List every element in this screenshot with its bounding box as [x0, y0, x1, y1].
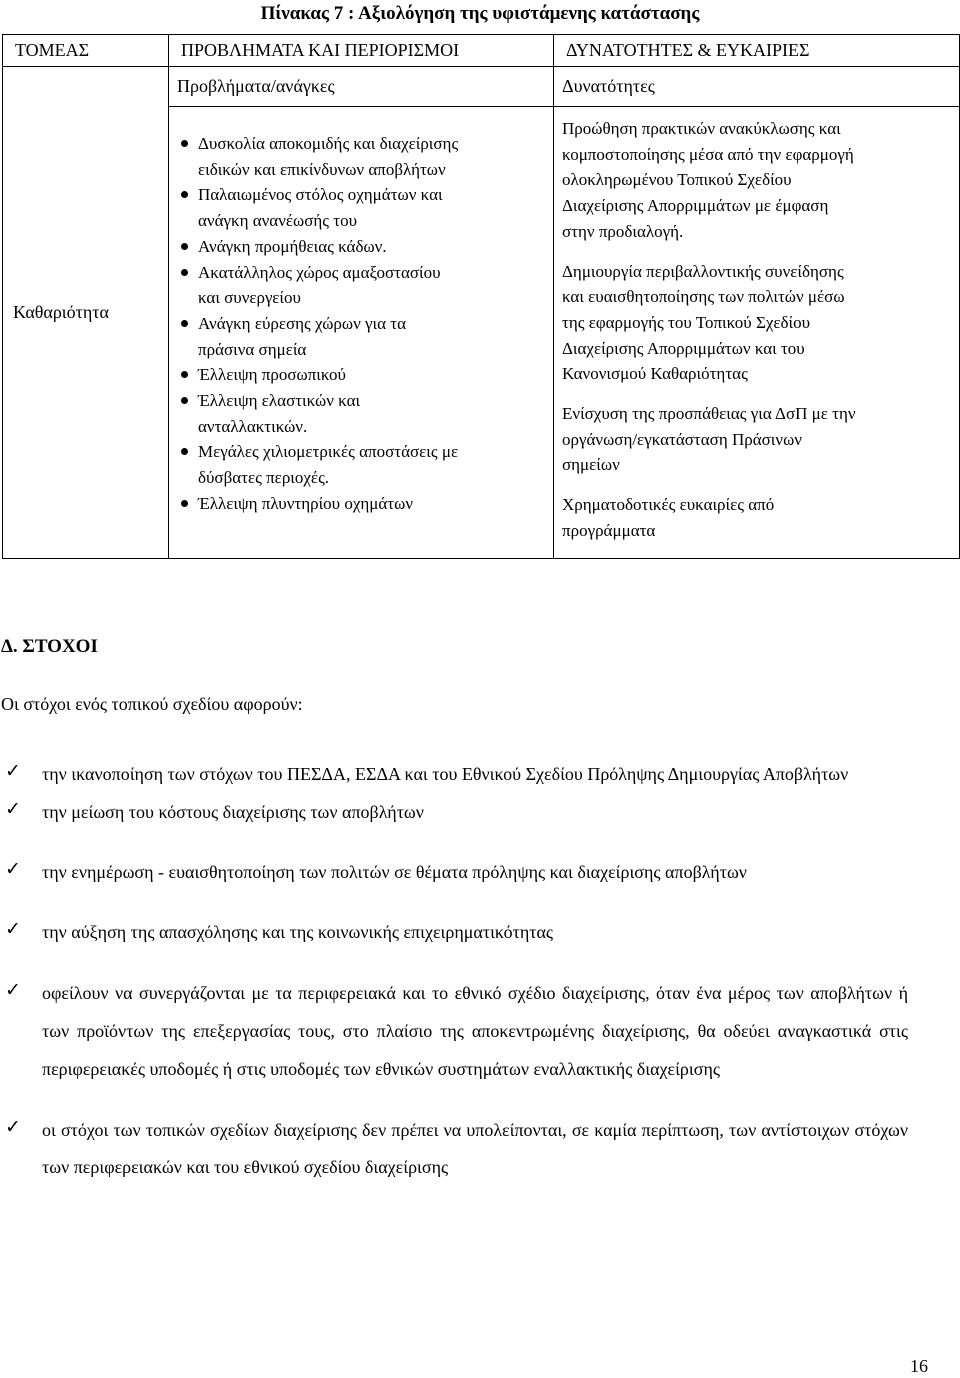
header-problems: ΠΡΟΒΛΗΜΑΤΑ ΚΑΙ ΠΕΡΙΟΡΙΣΜΟΙ: [169, 35, 554, 67]
opportunity-line: Κανονισμού Καθαριότητας: [562, 364, 748, 384]
checkmark-icon: ✓: [5, 857, 21, 880]
problem-line: Ακατάλληλος χώρος αμαξοστασίου: [198, 262, 441, 282]
problem-line: ανάγκη ανανέωσής του: [198, 211, 358, 231]
problem-line: Έλλειψη προσωπικού: [198, 365, 346, 385]
bullet-icon: [181, 269, 188, 276]
problem-line: Παλαιωμένος στόλος οχημάτων και: [198, 185, 443, 205]
opportunities-cell: [554, 107, 960, 559]
problem-item: [179, 362, 545, 388]
opportunity-line: Δημιουργία περιβαλλοντικής συνείδησης: [562, 261, 844, 281]
sector-cell: Καθαριότητα: [3, 67, 169, 559]
opportunity-item: [562, 492, 953, 543]
problem-line: Μεγάλες χιλιομετρικές αποστάσεις με: [198, 442, 459, 462]
opportunity-line: Προώθηση πρακτικών ανακύκλωσης και: [562, 119, 841, 138]
bullet-icon: [181, 243, 188, 250]
problem-line: Έλλειψη ελαστικών και: [198, 391, 361, 411]
goal-text: την αύξηση της απασχόλησης και της κοινωνικής επιχειρηματικότητας: [42, 922, 554, 943]
bullet-icon: [181, 397, 188, 404]
problem-item: [179, 311, 545, 362]
goal-text: την ενημέρωση - ευαισθητοποίηση των πολιτών σε θέματα πρόληψης και διαχείρισης αποβλήτων: [42, 861, 747, 882]
goal-item: [3, 794, 908, 832]
problem-item: [179, 131, 545, 182]
problem-item: [179, 439, 545, 490]
problem-line: Ανάγκη εύρεσης χώρων για τα: [198, 313, 406, 333]
goal-item: [3, 756, 908, 794]
opportunity-line: οργάνωση/εγκατάσταση Πράσινων: [562, 429, 802, 449]
bullet-icon: [181, 320, 188, 327]
goal-item: [3, 914, 908, 952]
bullet-icon: [181, 191, 188, 198]
goal-text: την ικανοποίηση των στόχων του ΠΕΣΔΑ, ΕΣΔΑ και του Εθνικού Σχεδίου Πρόληψης Δημιουργίας Αποβλήτων: [42, 764, 849, 784]
subheader-problems: Προβλήματα/ανάγκες: [169, 67, 554, 107]
checkmark-icon: ✓: [5, 918, 21, 941]
problem-item: [179, 491, 545, 517]
opportunity-line: Διαχείρισης Απορριμμάτων και του: [562, 338, 805, 358]
goal-text: την μείωση του κόστους διαχείρισης των αποβλήτων: [42, 801, 424, 822]
checkmark-icon: ✓: [5, 797, 21, 820]
problems-list: [179, 131, 545, 517]
goals-list: [3, 756, 908, 1209]
header-opportunities: ΔΥΝΑΤΟΤΗΤΕΣ & ΕΥΚΑΙΡΙΕΣ: [554, 35, 960, 67]
bullet-icon: [181, 140, 188, 147]
bullet-icon: [181, 371, 188, 378]
table-header-row: [3, 35, 960, 67]
subheader-opportunities: Δυνατότητες: [554, 67, 960, 107]
problem-item: [179, 234, 545, 260]
goal-item: [3, 975, 908, 1088]
problem-item: [179, 388, 545, 439]
opportunity-line: της εφαρμογής του Τοπικού Σχεδίου: [562, 312, 811, 332]
problem-line: Δυσκολία αποκομιδής και διαχείρισης: [198, 134, 459, 153]
checkmark-icon: ✓: [5, 760, 21, 782]
opportunity-line: Διαχείρισης Απορριμμάτων με έμφαση: [562, 196, 829, 216]
problem-item: [179, 182, 545, 233]
opportunity-line: Ενίσχυση της προσπάθειας για ΔσΠ με την: [562, 404, 856, 424]
problem-line: και συνεργείου: [198, 288, 301, 308]
opportunity-item: [562, 116, 953, 245]
opportunity-line: και ευαισθητοποίησης των πολιτών μέσω: [562, 287, 845, 307]
header-sector: ΤΟΜΕΑΣ: [3, 35, 169, 67]
opportunity-item: [562, 401, 953, 478]
page-title: Πίνακας 7 : Αξιολόγηση της υφιστάμενης κατάστασης: [260, 3, 700, 24]
goals-intro: Οι στόχοι ενός τοπικού σχεδίου αφορούν:: [1, 694, 303, 714]
page-number: 16: [910, 1356, 928, 1376]
problem-line: ειδικών και επικίνδυνων αποβλήτων: [198, 159, 446, 179]
opportunity-line: ολοκληρωμένου Τοπικού Σχεδίου: [562, 170, 792, 190]
section-heading: Δ. ΣΤΟΧΟΙ: [1, 636, 98, 657]
assessment-table: [2, 34, 960, 559]
goal-text: οφείλουν να συνεργάζονται με τα περιφερειακά και το εθνικό σχέδιο διαχείρισης, όταν ένα μέρος των αποβλήτων ή των προϊόντων της επεξεργασίας τους, στο πλαίσιο της αποκεντρωμένης διαχείρισης, θα οδεύει αναγκαστικά στις περιφερειακές υποδομές ή στις υποδομές των εθνικών συστημάτων εναλλακτικής διαχείρισης: [42, 983, 908, 1079]
bullet-icon: [181, 448, 188, 455]
goal-text: οι στόχοι των τοπικών σχεδίων διαχείρισης δεν πρέπει να υπολείπονται, σε καμία περίπτωση, των αντίστοιχων στόχων των περιφερειακών και του εθνικού σχεδίου διαχείρισης: [42, 1119, 908, 1178]
problems-cell: [169, 107, 554, 559]
goal-item: [3, 854, 908, 892]
opportunity-line: κομποστοποίησης μέσα από την εφαρμογή: [562, 144, 854, 164]
opportunity-line: Χρηματοδοτικές ευκαιρίες από: [562, 495, 775, 515]
problem-item: [179, 260, 545, 311]
table-subheader-row: [3, 67, 960, 107]
problem-line: Ανάγκη προμήθειας κάδων.: [198, 236, 387, 256]
opportunity-line: στην προδιαλογή.: [562, 221, 684, 241]
checkmark-icon: ✓: [5, 1115, 21, 1138]
problem-line: Έλλειψη πλυντηρίου οχημάτων: [198, 493, 414, 513]
checkmark-icon: ✓: [5, 979, 21, 1002]
goal-item: [3, 1112, 908, 1188]
opportunity-item: [562, 259, 953, 388]
problem-line: δύσβατες περιοχές.: [198, 468, 330, 488]
bullet-icon: [181, 500, 188, 507]
problem-line: ανταλλακτικών.: [198, 416, 308, 436]
opportunity-line: προγράμματα: [562, 520, 656, 540]
opportunity-line: σημείων: [562, 455, 620, 475]
problem-line: πράσινα σημεία: [198, 339, 307, 359]
